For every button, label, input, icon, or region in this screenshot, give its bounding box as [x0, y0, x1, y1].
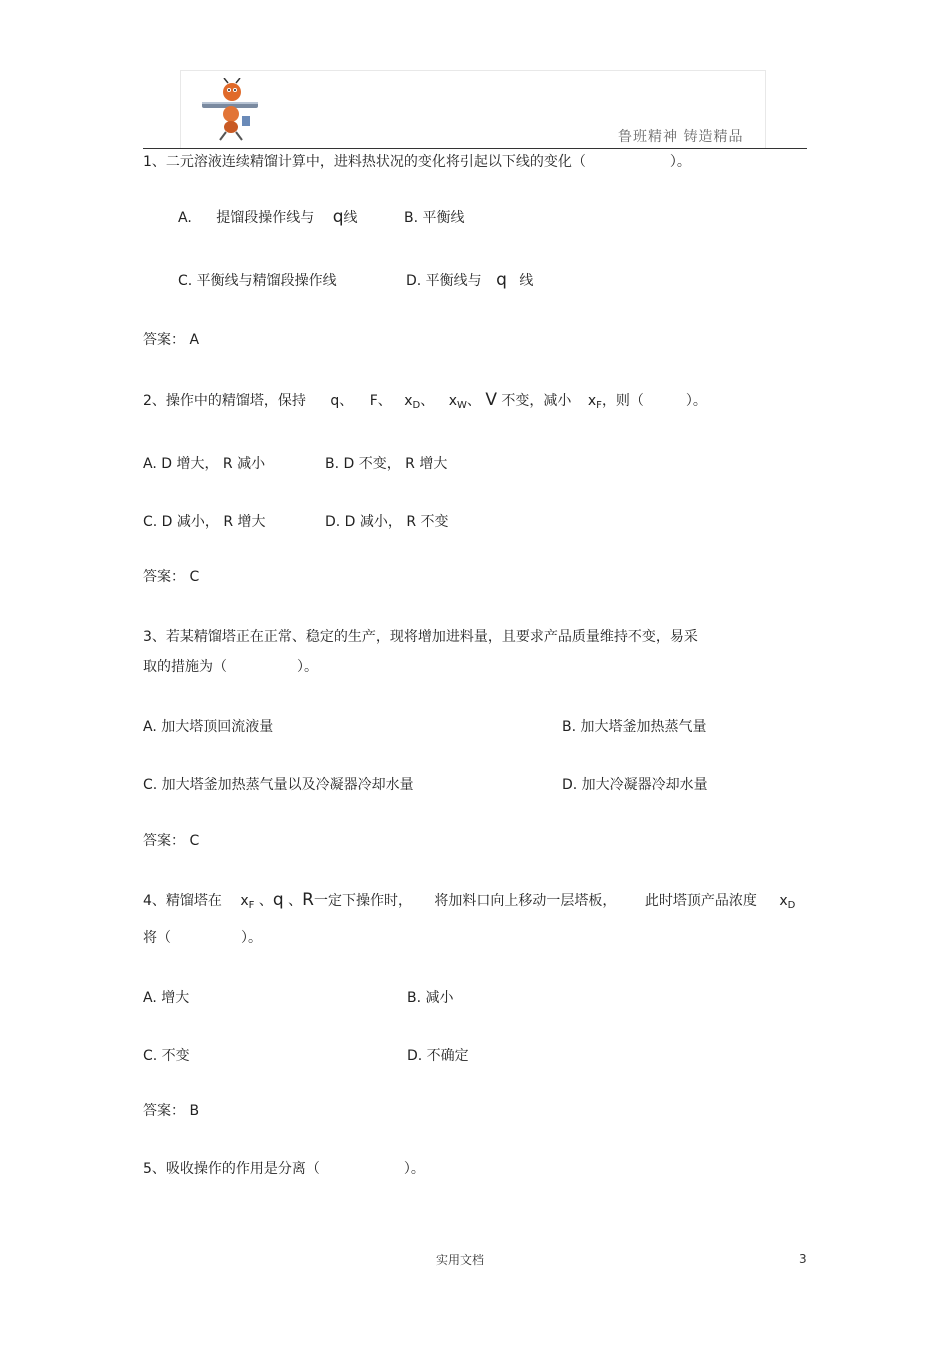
footer-label: 实用文档: [436, 1253, 485, 1267]
q2-xf: [588, 393, 602, 409]
q1-option-d-q: q: [496, 270, 507, 290]
q2-stem: [143, 390, 707, 411]
q1-option-b: B. 平衡线: [404, 210, 465, 226]
q2-option-b: B. D 不变， R 增大: [325, 456, 448, 472]
q2-q: q、: [330, 393, 354, 409]
q3-stem-line1: 3、若某精馏塔正在正常、稳定的生产，现将增加进料量，且要求产品质量维持不变，易采: [143, 629, 698, 645]
q4-xf-subscript: F: [248, 900, 255, 911]
q2-xf-var: x: [587, 393, 597, 409]
q3-option-b: B. 加大塔釜加热蒸气量: [562, 719, 707, 735]
q1-option-a-letter: A.: [178, 210, 192, 226]
q2-xd-subscript: D: [412, 400, 421, 411]
q3-answer: 答案： C: [143, 833, 200, 849]
q2-sep2: 、: [466, 393, 481, 409]
q3-option-d: D. 加大冷凝器冷却水量: [562, 777, 708, 793]
q4-xd-subscript: D: [787, 900, 796, 911]
page-number: 3: [799, 1252, 807, 1266]
q4-option-c: C. 不变: [143, 1048, 190, 1064]
q4-stem-part1: 4、精馏塔在: [143, 893, 222, 909]
q4-q: q: [272, 890, 284, 910]
q2-option-a: A. D 增大， R 减小: [143, 456, 266, 472]
q2-xd-var: x: [404, 393, 413, 409]
q1-option-a-q: q: [332, 207, 344, 227]
ant-mascot-logo: [198, 78, 264, 142]
q1-stem: 1、二元溶液连续精馏计算中，进料热状况的变化将引起以下线的变化（ ）。: [143, 154, 691, 170]
q4-xf-var: x: [240, 893, 249, 909]
q2-xd: [404, 393, 420, 409]
q1-answer: 答案： A: [143, 332, 200, 348]
q2-xw-var: x: [448, 393, 457, 409]
q4-stem-line2: 将（ ）。: [143, 930, 262, 946]
q2-xw: [449, 393, 467, 409]
q4-xd: [779, 893, 795, 909]
q2-stem-part1: 2、操作中的精馏塔，保持: [143, 393, 306, 409]
q3-stem-line2: 取的措施为（ ）。: [143, 659, 318, 675]
q2-option-c: C. D 减小， R 增大: [143, 514, 266, 530]
q2-stem-part5: ，则（ ）。: [601, 393, 707, 409]
q3-option-c: C. 加大塔釜加热蒸气量以及冷凝器冷却水量: [143, 777, 414, 793]
q1-option-a: [178, 207, 357, 227]
q1-option-d: [406, 270, 533, 290]
q4-r: R: [302, 890, 314, 910]
q2-option-d: D. D 减小， R 不变: [325, 514, 449, 530]
q1-option-a-tail: 线: [343, 210, 358, 226]
header-rule: [143, 148, 807, 149]
q4-answer: 答案： B: [143, 1103, 200, 1119]
q2-sep1: 、: [420, 393, 435, 409]
header-slogan: 鲁班精神 铸造精品: [618, 129, 744, 145]
q4-xf: [240, 893, 254, 909]
q4-sep2: 、: [288, 893, 303, 909]
q2-v: V: [485, 390, 497, 410]
q4-stem-part6: 此时塔顶产品浓度: [644, 893, 757, 909]
q4-option-d: D. 不确定: [407, 1048, 469, 1064]
q2-answer: 答案： C: [143, 569, 200, 585]
q2-xf-subscript: F: [596, 400, 602, 411]
q3-option-a: A. 加大塔顶回流液量: [143, 719, 274, 735]
q4-xd-var: x: [779, 893, 788, 909]
q1-option-c: C. 平衡线与精馏段操作线: [178, 273, 337, 289]
q4-sep1: 、: [258, 893, 273, 909]
q2-xw-subscript: W: [456, 400, 467, 411]
q4-stem-part4: 一定下操作时，: [313, 893, 412, 909]
q4-option-b: B. 减小: [407, 990, 454, 1006]
q4-stem-part5: 将加料口向上移动一层塔板，: [434, 893, 617, 909]
q4-stem-line1: [143, 890, 795, 911]
q2-stem-part4: 不变，减小: [501, 393, 572, 409]
q2-f: F、: [369, 393, 392, 409]
q4-option-a: A. 增大: [143, 990, 190, 1006]
q1-option-a-text: 提馏段操作线与: [216, 210, 315, 226]
q5-stem: 5、吸收操作的作用是分离（ ）。: [143, 1161, 425, 1177]
q1-option-d-text: D. 平衡线与: [406, 273, 482, 289]
q1-option-d-tail: 线: [519, 273, 534, 289]
